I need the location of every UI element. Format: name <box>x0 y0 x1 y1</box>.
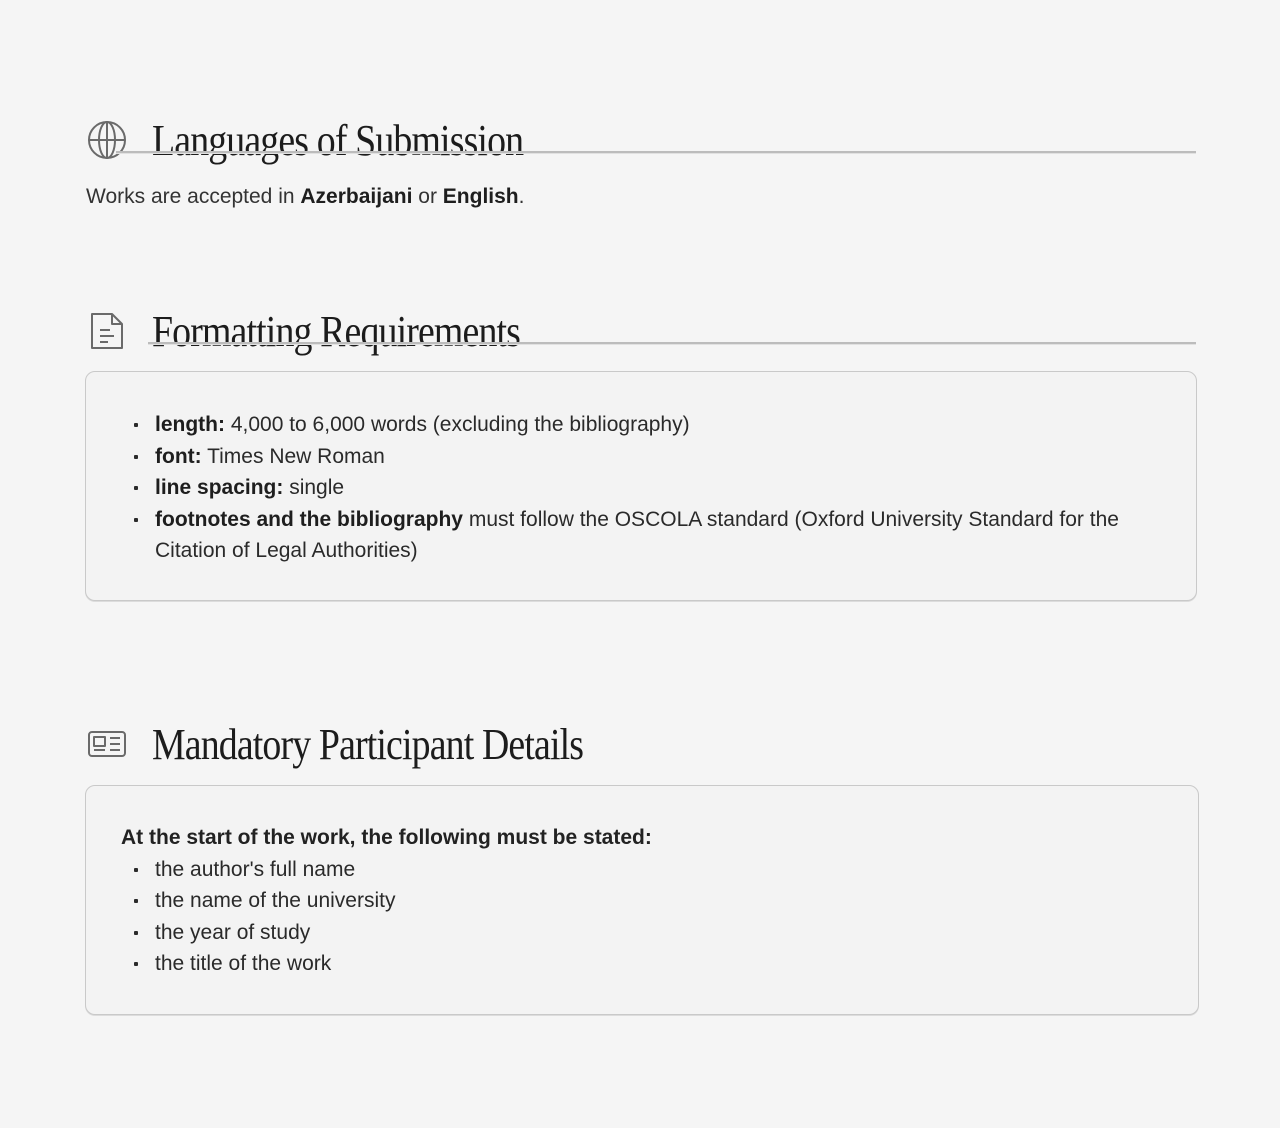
list-item <box>134 441 1154 473</box>
formatting-title: Formatting Requirements <box>152 306 521 356</box>
list-item: the author's full name <box>134 854 1161 886</box>
formatting-requirements-box <box>85 371 1197 601</box>
item-label: length: <box>155 413 225 436</box>
languages-divider <box>116 151 1196 154</box>
document-icon <box>86 310 128 352</box>
id-card-icon <box>86 723 128 765</box>
globe-icon <box>86 119 128 161</box>
list-item <box>134 472 1154 504</box>
languages-section-header <box>86 78 584 202</box>
item-text: single <box>283 476 345 499</box>
participant-title: Mandatory Participant Details <box>152 719 584 769</box>
formatting-divider <box>148 342 1196 345</box>
item-text: 4,000 to 6,000 words (excluding the bibliography) <box>224 413 690 436</box>
formatting-list <box>134 409 1154 567</box>
list-item: the name of the university <box>134 885 1161 917</box>
item-text: must follow the OSCOLA standard (Oxford University Standard for the Citation of Legal Authorities) <box>155 507 1119 562</box>
languages-text-suffix: . <box>518 185 525 208</box>
list-item <box>134 504 1154 567</box>
languages-text-prefix: Works are accepted in <box>86 185 301 208</box>
participant-lead: At the start of the work, the following must be stated: <box>121 826 652 849</box>
item-label: font: <box>155 444 202 468</box>
participant-list <box>134 854 1161 980</box>
languages-text-or: or <box>412 185 443 208</box>
item-label: line spacing: <box>155 476 284 499</box>
item-text: Times New Roman <box>201 444 385 468</box>
languages-title: Languages of Submission <box>152 115 524 165</box>
list-item: the title of the work <box>134 948 1161 980</box>
item-label: footnotes and the bibliography <box>155 507 463 531</box>
language-english: English <box>442 185 519 208</box>
list-item <box>134 409 1154 441</box>
participant-content <box>121 822 1161 980</box>
list-item: the year of study <box>134 917 1161 949</box>
languages-description <box>86 185 524 209</box>
participant-details-box <box>85 785 1199 1015</box>
language-azerbaijani: Azerbaijani <box>300 185 413 208</box>
